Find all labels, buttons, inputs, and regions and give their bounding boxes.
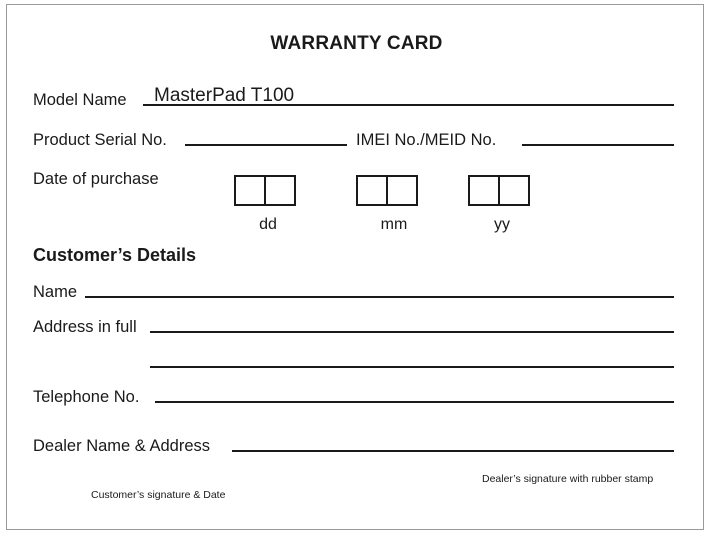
name-label: Name <box>33 283 78 301</box>
model-name-line[interactable] <box>143 104 674 106</box>
dealer-line[interactable] <box>232 450 674 452</box>
address-label: Address in full <box>33 318 137 336</box>
month-boxes[interactable] <box>356 175 418 206</box>
month-digit-box[interactable] <box>358 177 386 204</box>
telephone-line[interactable] <box>155 401 674 403</box>
serial-line[interactable] <box>185 144 347 146</box>
address-line-2[interactable] <box>150 366 674 368</box>
card-title: WARRANTY CARD <box>270 33 443 54</box>
dealer-signature-caption: Dealer’s signature with rubber stamp <box>482 473 654 485</box>
model-name-value: MasterPad T100 <box>154 85 295 106</box>
model-name-label: Model Name <box>33 91 127 109</box>
address-line-1[interactable] <box>150 331 674 333</box>
name-line[interactable] <box>85 296 674 298</box>
year-unit-label: yy <box>494 216 510 233</box>
telephone-label: Telephone No. <box>33 388 140 406</box>
day-unit-label: dd <box>259 216 277 233</box>
day-digit-box[interactable] <box>236 177 264 204</box>
imei-line[interactable] <box>522 144 674 146</box>
month-unit-label: mm <box>380 216 408 233</box>
month-digit-box[interactable] <box>386 177 416 204</box>
day-digit-box[interactable] <box>264 177 294 204</box>
customer-details-heading: Customer’s Details <box>33 245 197 265</box>
year-digit-box[interactable] <box>470 177 498 204</box>
serial-label: Product Serial No. <box>33 131 167 149</box>
date-of-purchase-label: Date of purchase <box>33 170 159 188</box>
customer-signature-caption: Customer’s signature & Date <box>91 489 226 501</box>
year-boxes[interactable] <box>468 175 530 206</box>
imei-label: IMEI No./MEID No. <box>356 131 497 149</box>
dealer-label: Dealer Name & Address <box>33 437 210 455</box>
year-digit-box[interactable] <box>498 177 528 204</box>
day-boxes[interactable] <box>234 175 296 206</box>
